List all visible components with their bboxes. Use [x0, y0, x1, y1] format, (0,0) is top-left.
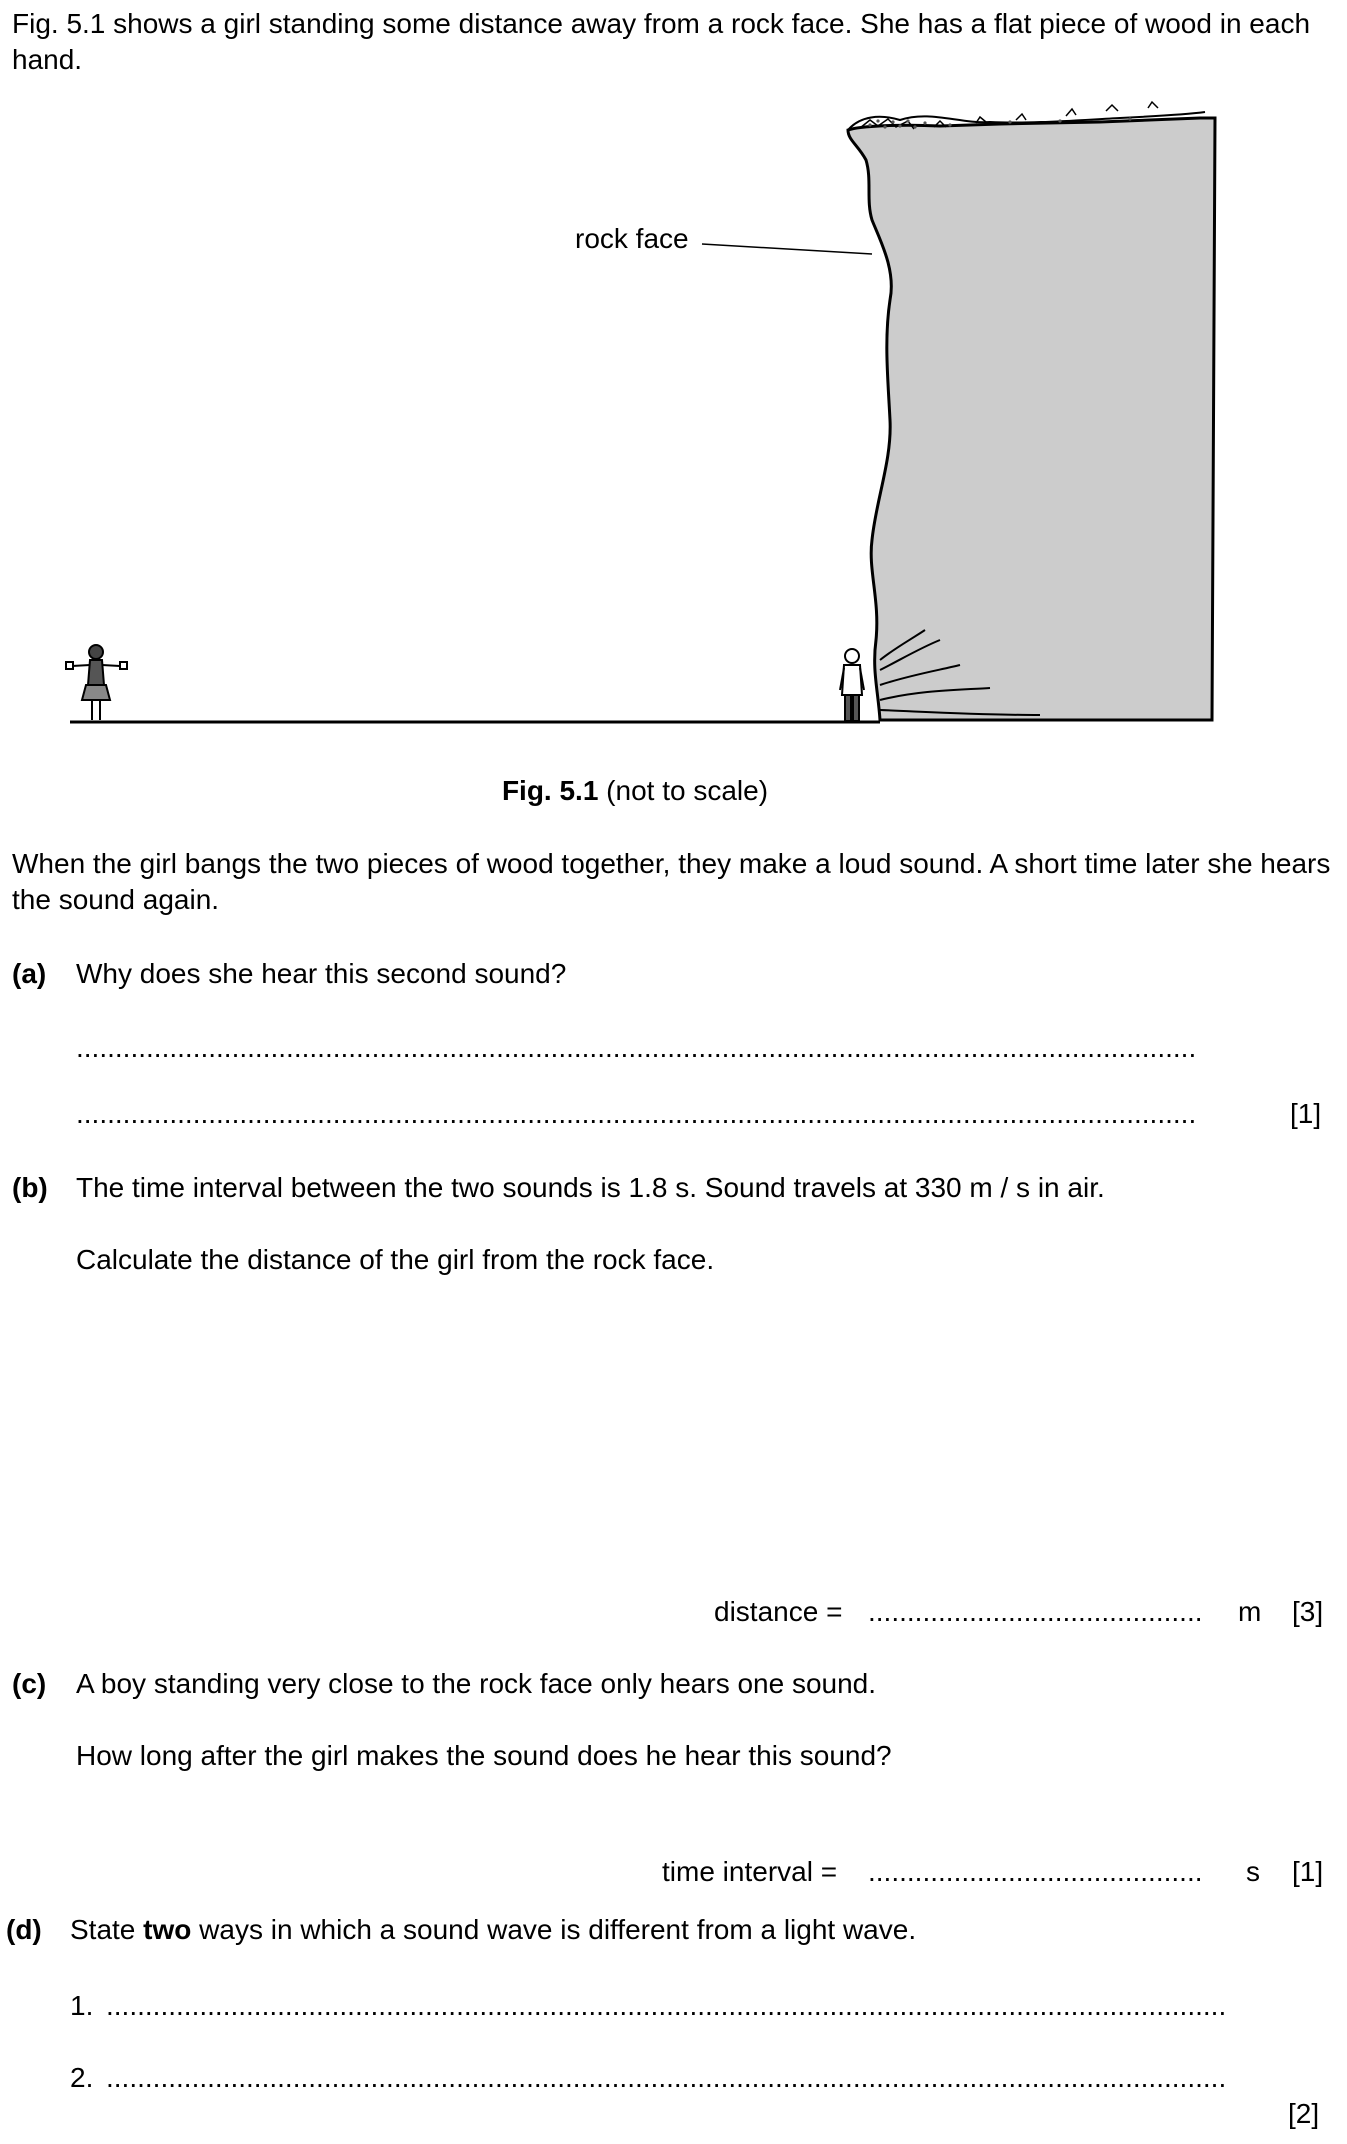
- part-a-label: (a): [12, 958, 47, 989]
- time-answer-label: time interval =: [662, 1856, 838, 1887]
- rock-face-label: rock face: [575, 223, 689, 254]
- distance-unit: m: [1238, 1596, 1262, 1627]
- answer-line-a1[interactable]: ................................................................................................................................................: [76, 1032, 1197, 1063]
- part-d-item1-number: 1.: [70, 1990, 94, 2021]
- rock-face-shape: [848, 118, 1215, 720]
- part-d-label: (d): [6, 1914, 42, 1945]
- part-c-line1: A boy standing very close to the rock face only hears one sound.: [76, 1668, 877, 1699]
- part-c-label: (c): [12, 1668, 47, 1699]
- fig-5-1-diagram: [0, 100, 1347, 740]
- distance-answer-field[interactable]: ...........................................: [868, 1596, 1203, 1627]
- part-d-mark: [2]: [1288, 2098, 1320, 2129]
- time-answer-field[interactable]: ...........................................: [868, 1856, 1203, 1887]
- intro-text: Fig. 5.1 shows a girl standing some distance away from a rock face. She has a flat piece of wood in each hand.: [12, 8, 1311, 75]
- distance-answer-label: distance =: [714, 1596, 843, 1627]
- figure-caption: Fig. 5.1 (not to scale): [501, 775, 769, 806]
- part-a-question: Why does she hear this second sound?: [76, 958, 567, 989]
- part-c-mark: [1]: [1292, 1856, 1324, 1887]
- rock-face-leader-line: [702, 244, 872, 254]
- part-b-label: (b): [12, 1172, 48, 1203]
- part-d-question: State two ways in which a sound wave is different from a light wave.: [70, 1914, 917, 1945]
- part-b-line2: Calculate the distance of the girl from the rock face.: [76, 1244, 715, 1275]
- answer-line-d2[interactable]: ................................................................................................................................................: [106, 2062, 1227, 2093]
- time-unit: s: [1246, 1856, 1260, 1887]
- answer-line-d1[interactable]: ................................................................................................................................................: [106, 1990, 1227, 2021]
- part-c-line2: How long after the girl makes the sound does he hear this sound?: [76, 1740, 892, 1771]
- part-a-mark: [1]: [1290, 1098, 1322, 1129]
- girl-figure: [66, 645, 127, 720]
- part-b-line1: The time interval between the two sounds is 1.8 s. Sound travels at 330 m / s in air.: [76, 1172, 1105, 1203]
- part-d-item2-number: 2.: [70, 2062, 94, 2093]
- answer-line-a2[interactable]: ................................................................................................................................................: [76, 1098, 1197, 1129]
- part-b-mark: [3]: [1292, 1596, 1324, 1627]
- boy-figure: [840, 649, 864, 721]
- scenario-text: When the girl bangs the two pieces of wood together, they make a loud sound. A short time later she hears the sound again.: [12, 848, 1331, 915]
